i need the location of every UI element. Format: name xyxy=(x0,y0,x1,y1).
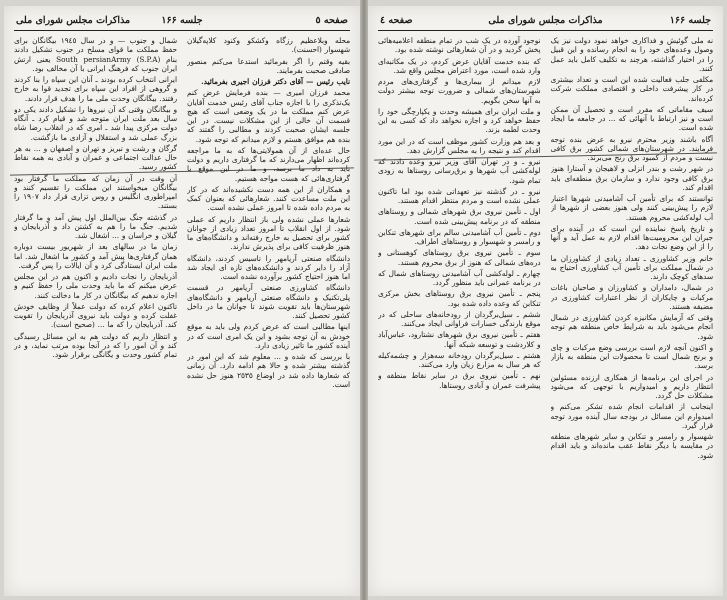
paragraph: هشتم ـ سیل‌برگردان رودخانه سه‌هزار و چشمه‌کیله که هر سال به مزارع زیان وارد می‌کنند. xyxy=(378,350,541,369)
paragraph: ایرانی انتخاب کرده بودند ـ آنان این سپاه را بنا کردند و گروهی از افراد این سپاه برای تجدید قوا به خارج رفتند. بیگانگان وحدت ملی ما را هدف قرار دادند. xyxy=(14,75,177,103)
publication-title: مذاکرات مجلس شورای ملی xyxy=(488,15,603,26)
paragraph: سیف مقاماتی که مقرر است و تحصیل آن ممکن است و نیز ارتباط با آنهائی که ... در جامعه ما ایجاد شده است. xyxy=(550,104,713,133)
paragraph: نوجود آورده در یک شب در تمام منطقه اعلامیه‌هائی پخش گردید و در آن شعارهائی نوشته شده بود. xyxy=(378,36,541,55)
paragraph: و ملت ایران برای همیشه وحدت و یکپارچگی خود را حفظ خواهد کرد و اجازه نخواهد داد که کسی به این وحدت لطمه بزند. xyxy=(378,106,541,135)
paragraph: نیرو ـ و در تهران آقای وزیر نیرو وعده دادند که لوله‌کشی آب شهرها و برق‌رسانی روستاها به زودی تمام شود. xyxy=(378,157,541,185)
page-number: صفحه ٤ xyxy=(380,15,413,26)
page-4-left-column xyxy=(378,36,541,590)
paragraph: گرگان و رشت و تبریز و تهران و اصفهان و ... به هر حال عدالت اجتماعی و عمران و آبادی به همه نقاط کشور رسید. xyxy=(14,143,177,172)
paragraph: مکلفی جلب فعالیت شده این است و تعداد بیشتری در کار پیشرفت داخلی و اقتصادی مملکت شرکت کرده‌اند. xyxy=(550,75,713,103)
paragraph: نه ملی گوئیش و فداکاری خواهد نمود دولت نیز یک وصول وعده‌های خود را به انجام رسانده و این قبیل را در اختیار گذاشته، هرچند به تکلیف کامل باید عمل کنند. xyxy=(550,36,713,73)
page-5-left-column xyxy=(14,36,177,590)
paragraph: خانم وزیر کشاورزی ـ تعداد زیادی از کشاورزان ما در شمال مملکت برای تأمین آب کشاورزی احتیاج به سدهای کوچک دارند. xyxy=(550,253,713,281)
page-5 xyxy=(4,6,360,596)
paragraph: و همکاران از این همه دست نکشیده‌اند که در کار این ملت مساعدت کنند. شعارهائی که بعنوان کمک به مردم داده شده تا امروز عملی نشده است. xyxy=(187,184,350,213)
paragraph: آذربایجان را نجات دادیم و اکنون هم در این مجلس عرض میکنم که ما باید وحدت ملی را حفظ کنیم و اجازه ندهیم که بیگانگان در کار ما دخالت کنند. xyxy=(14,272,177,300)
page-number: صفحه ٥ xyxy=(315,15,348,26)
paragraph: دوم ـ تأمین آب آشامیدنی سالم برای شهرهای تنکابن و رامسر و شهسوار و روستاهای اطراف. xyxy=(378,227,541,246)
paragraph: تاکنون اعلام کرده که دولت عملاً از وظایف خودش غفلت کرده و دولت باید نیروی آذربایجان را تقویت کند. آذربایجان را که ما ... (صحیح است). xyxy=(14,301,177,330)
paragraph: سوم ـ تأمین نیروی برق روستاهای کوهستانی و دره‌های شمالی که هنوز از برق محروم هستند. xyxy=(378,248,541,267)
publication-title: مذاکرات مجلس شورای ملی xyxy=(16,15,131,26)
paragraph: در شمال، دامداران و کشاورزان و صاحبان باغات مرکبات و چایکاران از نظر اعتبارات کشاورزی در مضیقه هستند. xyxy=(550,283,713,311)
session-number: جلسه ۱۶۶ xyxy=(669,15,711,26)
paragraph: با بررسی که شده و ... معلوم شد که این امور در گذشته بیشتر شده و حالا هم ادامه دارد. آن زمانی که شعارها داده شد در اوضاع ٢٥٣٥ هنوز حل نشده است. xyxy=(187,352,350,389)
paragraph: اول ـ تأمین نیروی برق شهرهای شمالی و روستاهای منطقه که در برنامه پیش‌بینی شده است. xyxy=(378,207,541,226)
paragraph: لازم میدانم از بیماری‌ها و گرفتاری‌های مردم شهرستان‌های شمالی و ضرورت توجه بیشتر دولت به آنها سخن بگویم. xyxy=(378,77,541,105)
paragraph: محله وبلاعظیم رزگاه وکشکو وکنود کلاپه‌گیلان شهسوار (احسنت). xyxy=(187,36,350,55)
paragraph: توانستند که برای تأمین آب آشامیدنی شهرها اعتبار لازم را پیش‌بینی کنند ولی هنوز بعضی از شهرها از آب لوله‌کشی محروم هستند. xyxy=(550,194,713,222)
paragraph: در شهر رشت و بندر انزلی و لاهیجان و آستارا هنوز برق کافی وجود ندارد و سازمان برق منطقه‌ای باید اقدام کند. xyxy=(550,164,713,192)
paragraph: و بیگانگان وقتی که آن نیروها را تشکیل دادند یکی دو سال بعد ملت ایران متوجه شد و قیام کرد ـ آنگاه دولت مرکزی پیدا شد ـ امری که در انقلاب رضا شاه بزرگ عملی شد و استقلال و آزادی ما بازگشت. xyxy=(14,104,177,142)
paragraph: حال عده‌ای از آن همولایتی‌ها که به ما مراجعه کرده‌اند اظهار می‌دارند که ما گرفتاری داریم و دولت باید به داد ما برسد، و ما در این موقع با گرفتاری‌هائی که هست مواجه هستیم. xyxy=(187,145,350,183)
paragraph: در اجرای این برنامه‌ها از همکاری ارزنده مسئولین انتظار داریم و امیدواریم با توجهی که می‌شود مشکلات حل گردد. xyxy=(550,372,713,400)
paragraph: محمد فرزان امیری — بنده فرمایش عرض کنم یک‌تذکری را با اجازه جناب آقای رئیس خدمت آقایان عرض کنم مملکت ما در یک وضعی است که هیچ قسمت آن خالی از این مشکلات نیست. در این جلسه ایشان صحبت کردند و مطالبی را گفتند که بنده هم موافق هستم و لازم میدانم که توجه شود. xyxy=(187,88,350,144)
page-4-header xyxy=(378,12,713,31)
paragraph: شمال و جنوب — و در سال ۱۹٤٥ بیگانگان برای حفظ مملکت ما قوای مسلح در جنوب تشکیل دادند بنام South persianArmy (S.P.A) یعنی ارتش ایران جنوب که فرهنگ ایرانی با آن مخالف بود. xyxy=(14,36,177,73)
paragraph: دانشگاه صنعتی آریامهر را تاسیس کردند، دانشگاه آزاد را دایر کردند و دانشکده‌های تازه ای ایجاد شد اما هنوز احتیاج کشور برآورده نشده است. xyxy=(187,253,350,281)
paragraph: هفتم ـ تأمین نیروی برق شهرهای نشتارود، عباس‌آباد و کلاردشت و توسعه شبکه آنها. xyxy=(378,330,541,349)
paragraph: اینجانب از اقدامات انجام شده تشکر می‌کنم و امیدوارم این مسائل در بودجه سال آینده مورد توجه قرار گیرد. xyxy=(550,402,713,430)
paragraph: وقتی که آزمایش مکانیزه کردن کشاورزی در شمال انجام می‌شود باید به شرایط خاص منطقه هم توجه شود. xyxy=(550,313,713,341)
paragraph: شعارها عملی نشده ولی باز انتظار داریم که عملی شود. از اول انقلاب تا امروز تعداد زیادی از جوانان کشور برای تحصیل به خارج رفته‌اند و دانشگاه‌های ما هنوز ظرفیت کافی برای پذیرش ندارند. xyxy=(187,214,350,252)
page-4 xyxy=(368,6,723,596)
paragraph: آن وقت در آن زمان که مملکت ما گرفتار بود بیگانگان میخواستند این مملکت را تقسیم کنند و امپراطوری انگلیس و روس تزاری قرار داد ۱۹۰۷ را بستند. xyxy=(14,173,177,211)
paragraph: نهم ـ تأمین نیروی برق در سایر نقاط منطقه و پیشرفت عمران و آبادی روستاها. xyxy=(378,371,541,390)
paragraph: پنجم ـ تأمین نیروی برق روستاهای بخش مرکزی تنکابن که وعده داده شده بود. xyxy=(378,289,541,308)
paragraph: اینها مطالبی است که عرض کردم ولی باید به موقع خودش به آن توجه بشود و این یک امری است که در آینده کشور ما تاثیر زیادی دارد. xyxy=(187,322,350,350)
book-gutter xyxy=(360,0,368,600)
paragraph: زمان ما در سالهای بعد از شهریور بیست دوباره همان گرفتاری‌ها پیش آمد و کشور ما اشغال شد. اما ملت ایران ایستادگی کرد و آن ایالات را پس گرفت. xyxy=(14,242,177,270)
paragraph: که بنده خدمت آقایان عرض کردم، در یک مکاتبه‌ای وارد شده است، مورد اعتراض مجلس واقع شد. xyxy=(378,56,541,75)
session-number: جلسه ۱۶۶ xyxy=(161,15,203,26)
paragraph: آگاه باشند وزیر محترم نیرو به عرض بنده توجه فرمایند. در شهرستان‌های شمالی کشور برق کافی نیست و مردم از کمبود برق رنج می‌برند. xyxy=(550,134,713,162)
paragraph: و انتظار داریم که دولت هم به این مسائل رسیدگی کند و آن امور را که در آنجا بوده مرتب نماید، و در تمام کشور وحدت و یگانگی برقرار شود. xyxy=(14,331,177,359)
paragraph: نایب رئیس — آقای دکتر فرزان اجیری بفرمائید. xyxy=(201,77,350,86)
page-5-header xyxy=(14,12,350,31)
paragraph: و اکنون آنچه لازم است بررسی وضع مرکبات و چای و برنج شمال است تا محصولات این منطقه به بازار برسد. xyxy=(550,342,713,371)
paragraph: و تاریخ پاسخ نماینده این است که در آینده برای جبران این محرومیت‌ها اقدام لازم به عمل آید و آنها را از این وضع نجات دهد. xyxy=(550,223,713,252)
paragraph: دانشگاه کشاورزی صنعتی آریامهر در قسمت پلی‌تکنیک و دانشگاه صنعتی آریامهر و دانشگاه‌های شهرستان‌ها باید تقویت شوند تا جوانان ما در داخل کشور تحصیل کنند. xyxy=(187,283,350,320)
paragraph: و بعد هم وزارت کشور موظف است که در این مورد اقدام کند و نتیجه را به مجلس گزارش دهد. xyxy=(378,136,541,155)
page-5-right-column xyxy=(187,36,350,590)
paragraph: ششم ـ سیل‌برگردان از رودخانه‌های ساحلی که در موقع بارندگی خسارات فراوانی ایجاد می‌کنند. xyxy=(378,309,541,328)
paragraph: در گذشته جنگ بین‌الملل اول پیش آمد و ما گرفتار شدیم. جنگ ما را هم به کشتن داد و آذربایجان و گیلان و خراسان و ... اشغال شد. xyxy=(14,212,177,240)
paragraph: نیرو ـ در گذشته نیز تعهداتی شده بود اما تاکنون عملی نشده است و مردم منتظر اقدام هستند. xyxy=(378,186,541,205)
paragraph: شهسوار و رامسر و تنکابن و سایر شهرهای منطقه در مقایسه با دیگر نقاط عقب مانده‌اند و باید اقدام شود. xyxy=(550,432,713,460)
page-4-right-column xyxy=(551,36,714,590)
paragraph: چهارم ـ لوله‌کشی آب آشامیدنی روستاهای شمال که در برنامه عمرانی باید منظور گردد. xyxy=(378,268,541,287)
paragraph: بقیه وقتم را اگر بفرمائید استدعا می‌کنم منصور صادقی صحبت بفرمایند. xyxy=(187,56,350,75)
